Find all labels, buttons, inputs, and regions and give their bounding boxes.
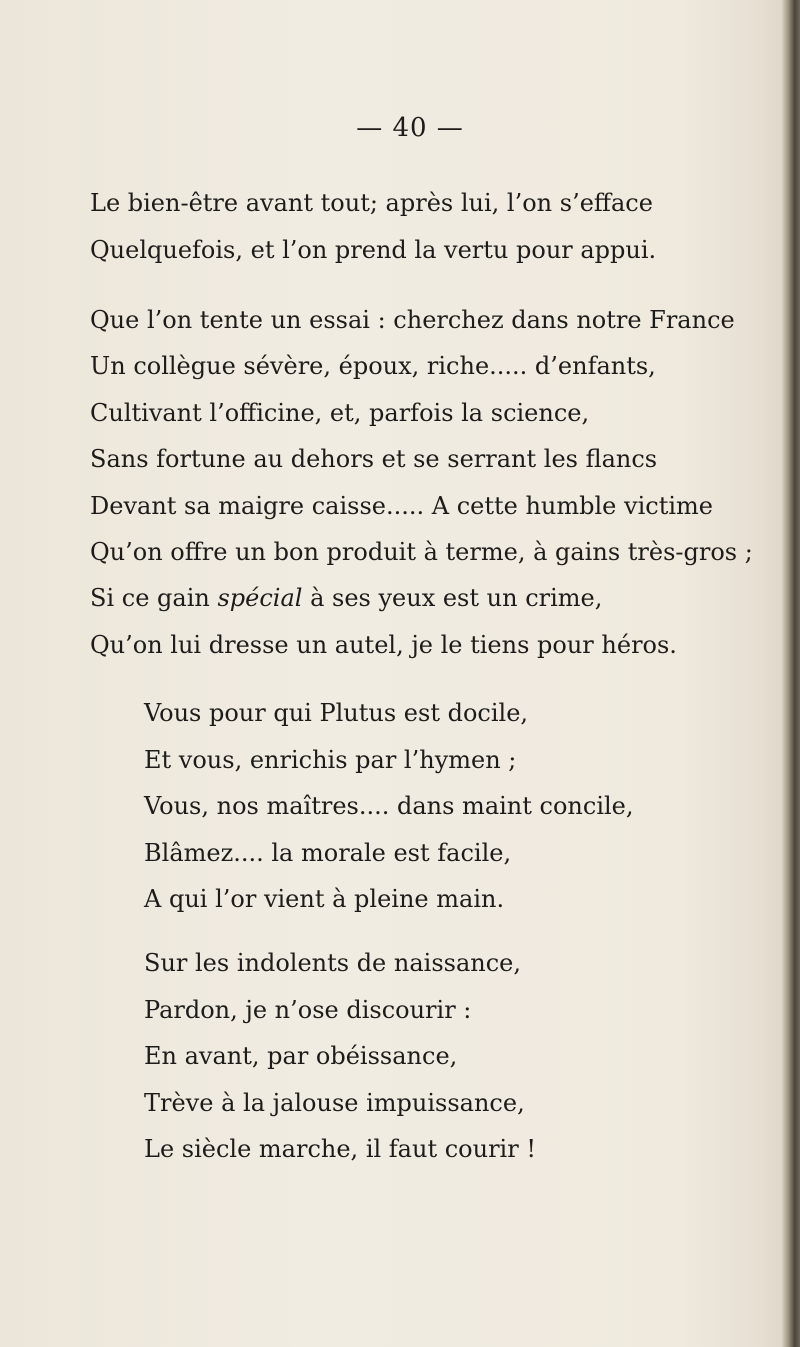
italic-word: spécial xyxy=(217,584,303,613)
stanza-2 xyxy=(90,297,753,668)
stanza-4 xyxy=(144,940,536,1173)
stanza-1 xyxy=(90,180,656,274)
verse-line-with-italic xyxy=(90,575,753,621)
verse-line: Vous, nos maîtres.... dans maint concile, xyxy=(144,792,634,821)
verse-line: Que l’on tente un essai : cherchez dans notre France xyxy=(90,306,735,334)
verse-line: Qu’on offre un bon produit à terme, à gains très-gros ; xyxy=(90,537,753,566)
verse-line: Blâmez.... la morale est facile, xyxy=(144,838,512,867)
verse-line: Qu’on lui dresse un autel, je le tiens pour héros. xyxy=(90,630,677,659)
verse-line: Le siècle marche, il faut courir ! xyxy=(144,1135,536,1164)
verse-text: à ses yeux est un crime, xyxy=(302,584,603,613)
verse-line: Un collègue sévère, époux, riche..... d’enfants, xyxy=(90,352,656,381)
verse-line: Quelquefois, et l’on prend la vertu pour appui. xyxy=(90,236,657,264)
verse-line: Pardon, je n’ose discourir : xyxy=(144,995,472,1024)
verse-line: En avant, par obéissance, xyxy=(144,1042,458,1071)
page-number: — 40 — xyxy=(356,113,464,143)
verse-line: Devant sa maigre caisse..... A cette humble victime xyxy=(90,491,713,520)
verse-line: Trève à la jalouse impuissance, xyxy=(144,1088,525,1117)
verse-line: Et vous, enrichis par l’hymen ; xyxy=(144,745,517,774)
verse-line: Cultivant l’officine, et, parfois la science, xyxy=(90,398,590,427)
verse-line: Sans fortune au dehors et se serrant les flancs xyxy=(90,445,658,474)
verse-line: Le bien-être avant tout; après lui, l’on s’efface xyxy=(90,189,653,217)
stanza-3 xyxy=(144,690,634,923)
verse-line: Sur les indolents de naissance, xyxy=(144,949,522,977)
verse-line: Vous pour qui Plutus est docile, xyxy=(144,699,529,727)
verse-line: A qui l’or vient à pleine main. xyxy=(144,885,505,914)
book-spine-shadow xyxy=(782,0,800,1347)
verse-text: Si ce gain xyxy=(90,584,218,613)
